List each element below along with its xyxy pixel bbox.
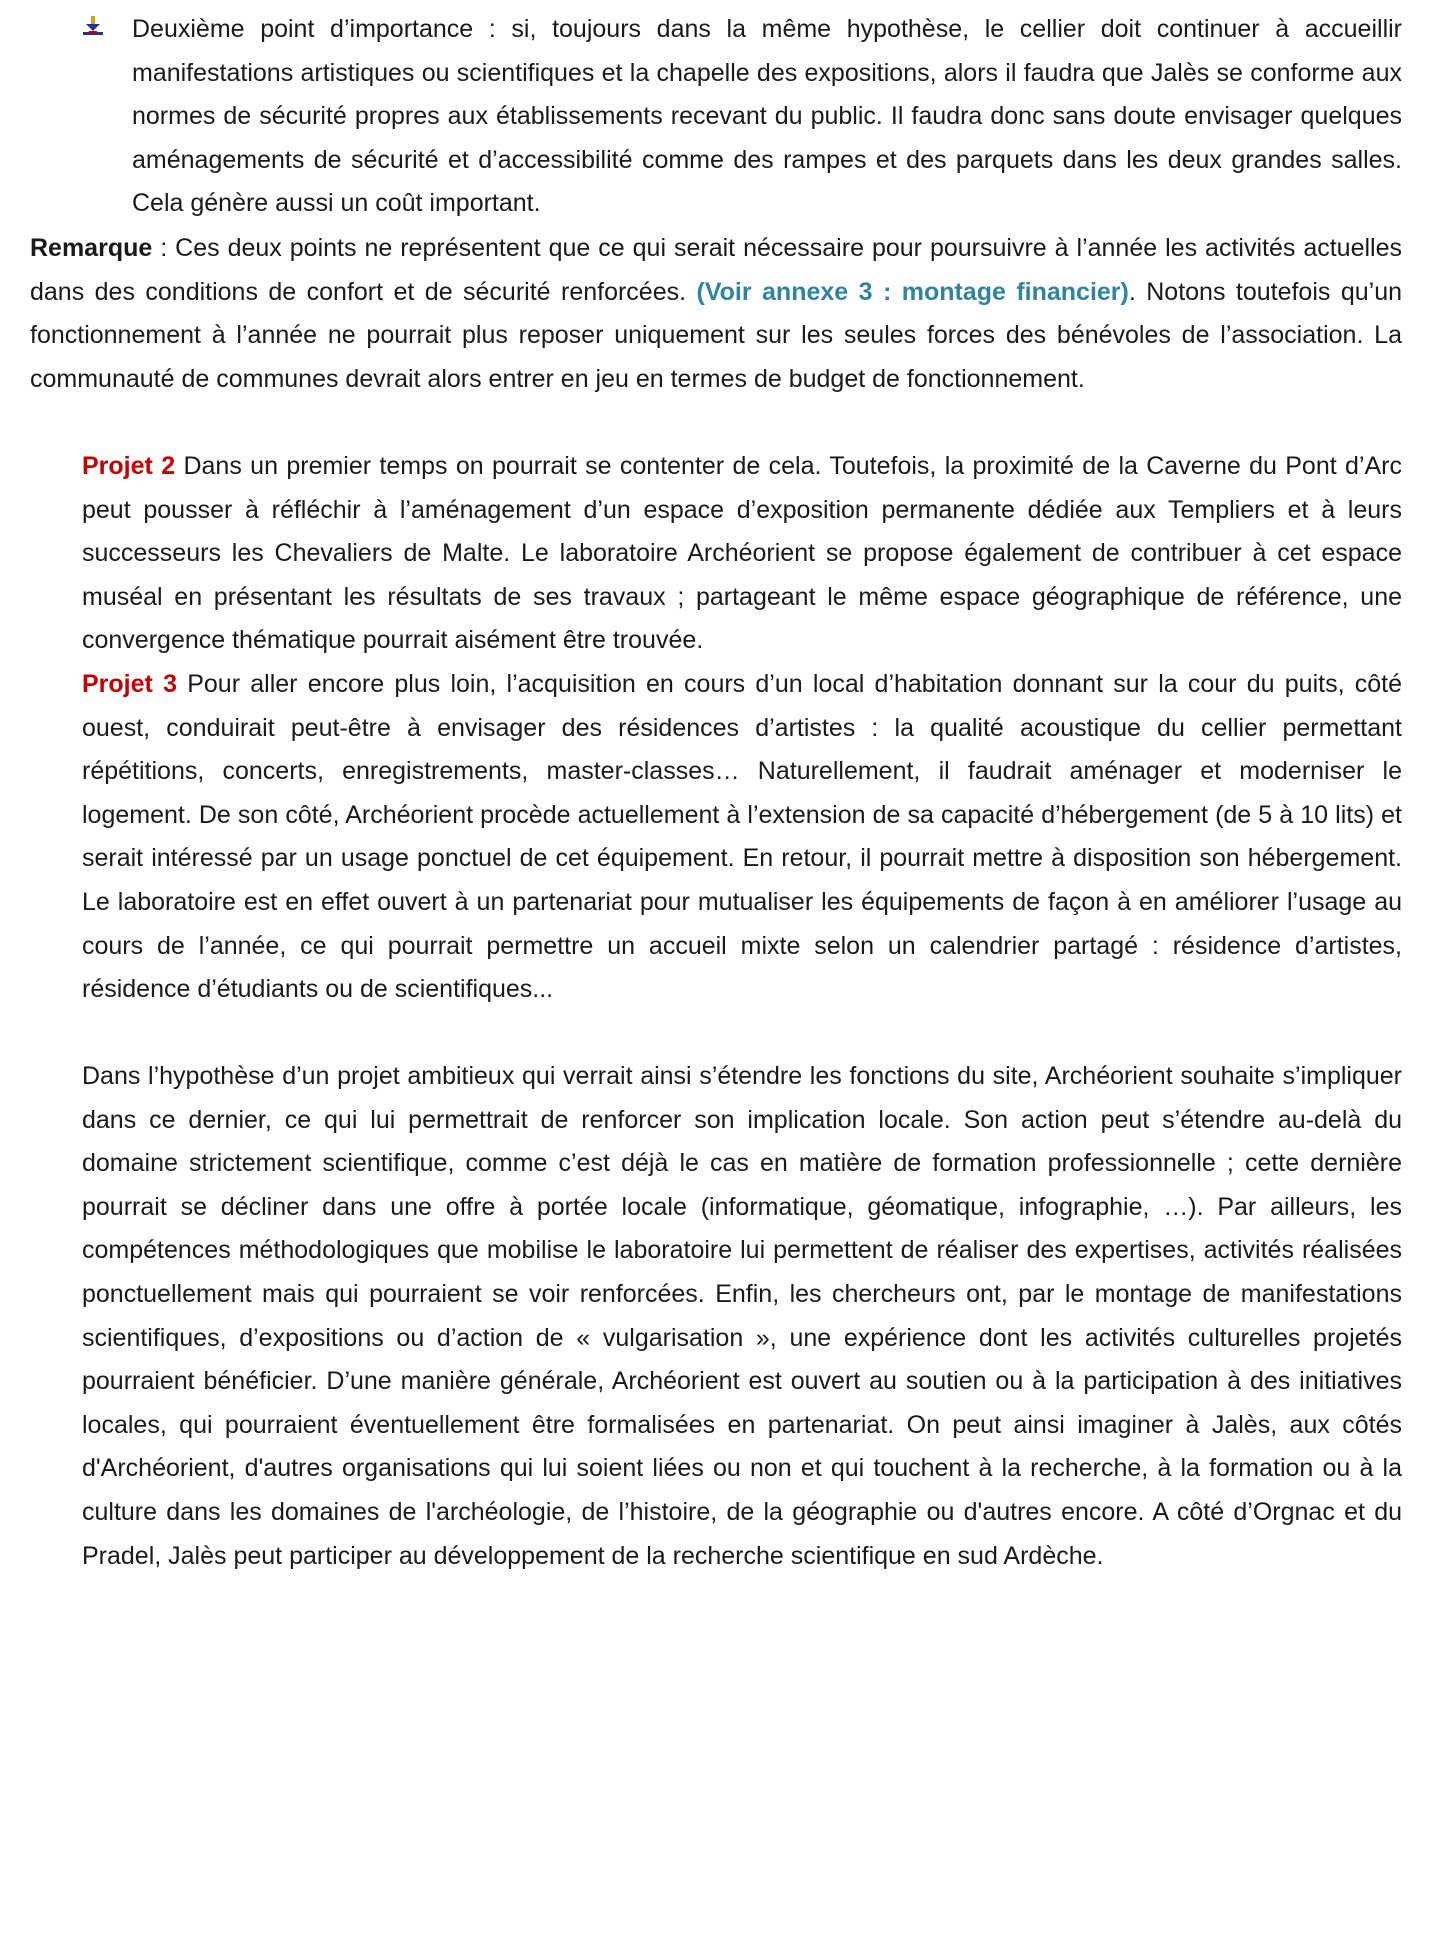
bullet-text: Deuxième point d’importance : si, toujours dans la même hypothèse, le cellier doit continuer à accueillir manifestations artistiques ou scientifiques et la chapelle des expositions, alors il faudra que Jalès se conforme aux normes de sécurité propres aux établissements recevant du public. Il faudra donc sans doute envisager quelques aménagements de sécurité et d’accessibilité comme des rampes et des parquets dans les deux grandes salles. Cela génère aussi un coût important. xyxy=(132,15,1402,218)
annex-reference: (Voir annexe 3 : montage financier) xyxy=(696,277,1129,306)
projet3-text: Pour aller encore plus loin, l’acquisition en cours d’un local d’habitation donnant sur la cour du puits, côté ouest, conduirait peut-être à envisager des résidences d’artistes : la qualité acoustique du cellier permettant répétitions, concerts, enregistrements, master-classes… Naturellement, il faudrait aménager et moderniser le logement. De son côté, Archéorient procède actuellement à l’extension de sa capacité d’hébergement (de 5 à 10 lits) et serait intéressé par un usage ponctuel de cet équipement. En retour, il pourrait mettre à disposition son hébergement. Le laboratoire est en effet ouvert à un partenariat pour mutualiser les équipements de façon à en améliorer l’usage au cours de l’année, ce qui pourrait permettre un accueil mixte selon un calendrier partagé : résidence d’artistes, résidence d’étudiants ou de scientifiques... xyxy=(82,670,1402,1004)
remark-text-before: : Ces deux points ne représentent que ce qui serait nécessaire pour poursuivre à l’année les activités actuelles dans des conditions de confort et de sécurité renforcées. xyxy=(30,234,1402,306)
conclusion-text: Dans l’hypothèse d’un projet ambitieux qui verrait ainsi s’étendre les fonctions du site, Archéorient souhaite s’impliquer dans ce dernier, ce qui lui permettrait de renforcer son implication locale. Son action peut s’étendre au-delà du domaine strictement scientifique, comme c’est déjà le cas en matière de formation professionnelle ; cette dernière pourrait se décliner dans une offre à portée locale (informatique, géomatique, infographie, …). Par ailleurs, les compétences méthodologiques que mobilise le laboratoire lui permettent de réaliser des expertises, activités réalisées ponctuellement mais qui pourraient se voir renforcées. Enfin, les chercheurs ont, par le montage de manifestations scientifiques, d’expositions ou d’action de « vulgarisation », une expérience dont les activités culturelles projetés pourraient bénéficier. D’une manière générale, Archéorient est ouvert au soutien ou à la participation à des initiatives locales, qui pourraient éventuellement être formalisées en partenariat. On peut ainsi imaginer à Jalès, aux côtés d'Archéorient, d'autres organisations qui lui soient liées ou non et qui touchent à la recherche, à la formation ou à la culture dans les domaines de l'archéologie, de l’histoire, de la géographie ou d'autres encore. A côté d’Orgnac et du Pradel, Jalès peut participer au développement de la recherche scientifique en sud Ardèche. xyxy=(82,1062,1402,1570)
projet3-paragraph xyxy=(82,663,1402,1012)
arrow-down-cross-icon xyxy=(82,16,104,38)
projet2-label: Projet 2 xyxy=(82,452,176,480)
remark-label: Remarque xyxy=(30,234,153,262)
conclusion-paragraph xyxy=(82,1055,1402,1578)
projet2-paragraph xyxy=(82,445,1402,663)
projet3-label: Projet 3 xyxy=(82,670,177,698)
projet2-text: Dans un premier temps on pourrait se contenter de cela. Toutefois, la proximité de la Caverne du Pont d’Arc peut pousser à réfléchir à l’aménagement d’un espace d’exposition permanente dédiée aux Templiers et à leurs successeurs les Chevaliers de Malte. Le laboratoire Archéorient se propose également de contribuer à cet espace muséal en présentant les résultats de ses travaux ; partageant le même espace géographique de référence, une convergence thématique pourrait aisément être trouvée. xyxy=(82,452,1402,655)
bullet-paragraph xyxy=(132,8,1402,226)
remark-text-after: . Notons toutefois qu’un fonctionnement à l’année ne pourrait plus reposer uniquement sur les seules forces des bénévoles de l’association. La communauté de communes devrait alors entrer en jeu en termes de budget de fonctionnement. xyxy=(30,277,1402,393)
remark-paragraph xyxy=(30,227,1402,401)
